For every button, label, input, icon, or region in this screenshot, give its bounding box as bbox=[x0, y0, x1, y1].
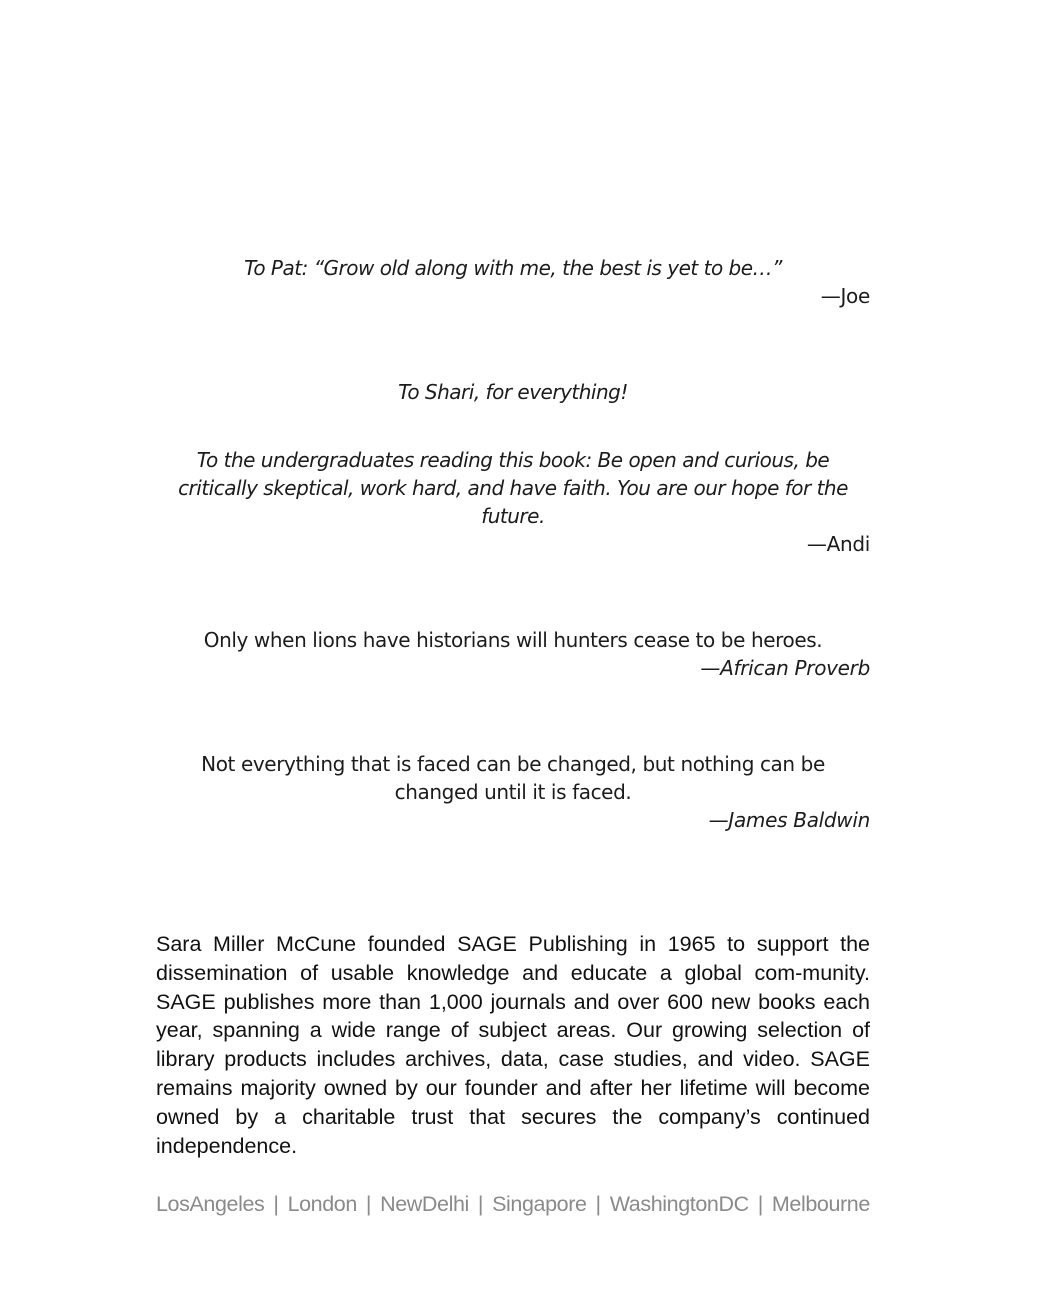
dedication-undergrad-line-2: critically skeptical, work hard, and have faith. You are our hope for the bbox=[178, 476, 848, 500]
city-london: London bbox=[287, 1192, 357, 1216]
publisher-cities bbox=[156, 1190, 870, 1218]
epigraph-lions: Only when lions have historians will hunters cease to be heroes. bbox=[203, 628, 823, 652]
epigraph-baldwin-line-1: Not everything that is faced can be changed, but nothing can be bbox=[201, 752, 825, 776]
city-separator: | bbox=[273, 1192, 279, 1216]
city-separator: | bbox=[757, 1192, 763, 1216]
dedication-shari: To Shari, for everything! bbox=[398, 380, 628, 404]
dedication-pat: To Pat: “Grow old along with me, the best is yet to be…” bbox=[244, 256, 782, 280]
epigraph-lions-source: —African Proverb bbox=[700, 656, 870, 680]
city-los-angeles: LosAngeles bbox=[156, 1192, 265, 1216]
city-melbourne: Melbourne bbox=[771, 1192, 870, 1216]
city-new-delhi: NewDelhi bbox=[380, 1192, 469, 1216]
city-singapore: Singapore bbox=[492, 1192, 587, 1216]
city-washington-dc: WashingtonDC bbox=[609, 1192, 749, 1216]
signature-joe: —Joe bbox=[820, 284, 870, 308]
epigraph-baldwin-line-2: changed until it is faced. bbox=[394, 780, 632, 804]
city-separator: | bbox=[477, 1192, 484, 1216]
publisher-about-paragraph: Sara Miller McCune founded SAGE Publishing in 1965 to support the dissemination of usable knowledge and educate a global com-munity. SAGE publishes more than 1,000 journals and over 600 new books each year, spanning a wide range of subject areas. Our growing selection of library products includes archives, data, case studies, and video. SAGE remains majority owned by our founder and after her lifetime will become owned by a charitable trust that secures the company’s continued independence. bbox=[156, 932, 870, 1158]
dedication-undergrad-line-1: To the undergraduates reading this book: Be open and curious, be bbox=[196, 448, 830, 472]
city-separator: | bbox=[595, 1192, 601, 1216]
city-separator: | bbox=[365, 1192, 372, 1216]
epigraph-baldwin-source: —James Baldwin bbox=[708, 808, 870, 832]
dedication-undergrad-line-3: future. bbox=[481, 504, 545, 528]
signature-andi: —Andi bbox=[806, 532, 870, 556]
